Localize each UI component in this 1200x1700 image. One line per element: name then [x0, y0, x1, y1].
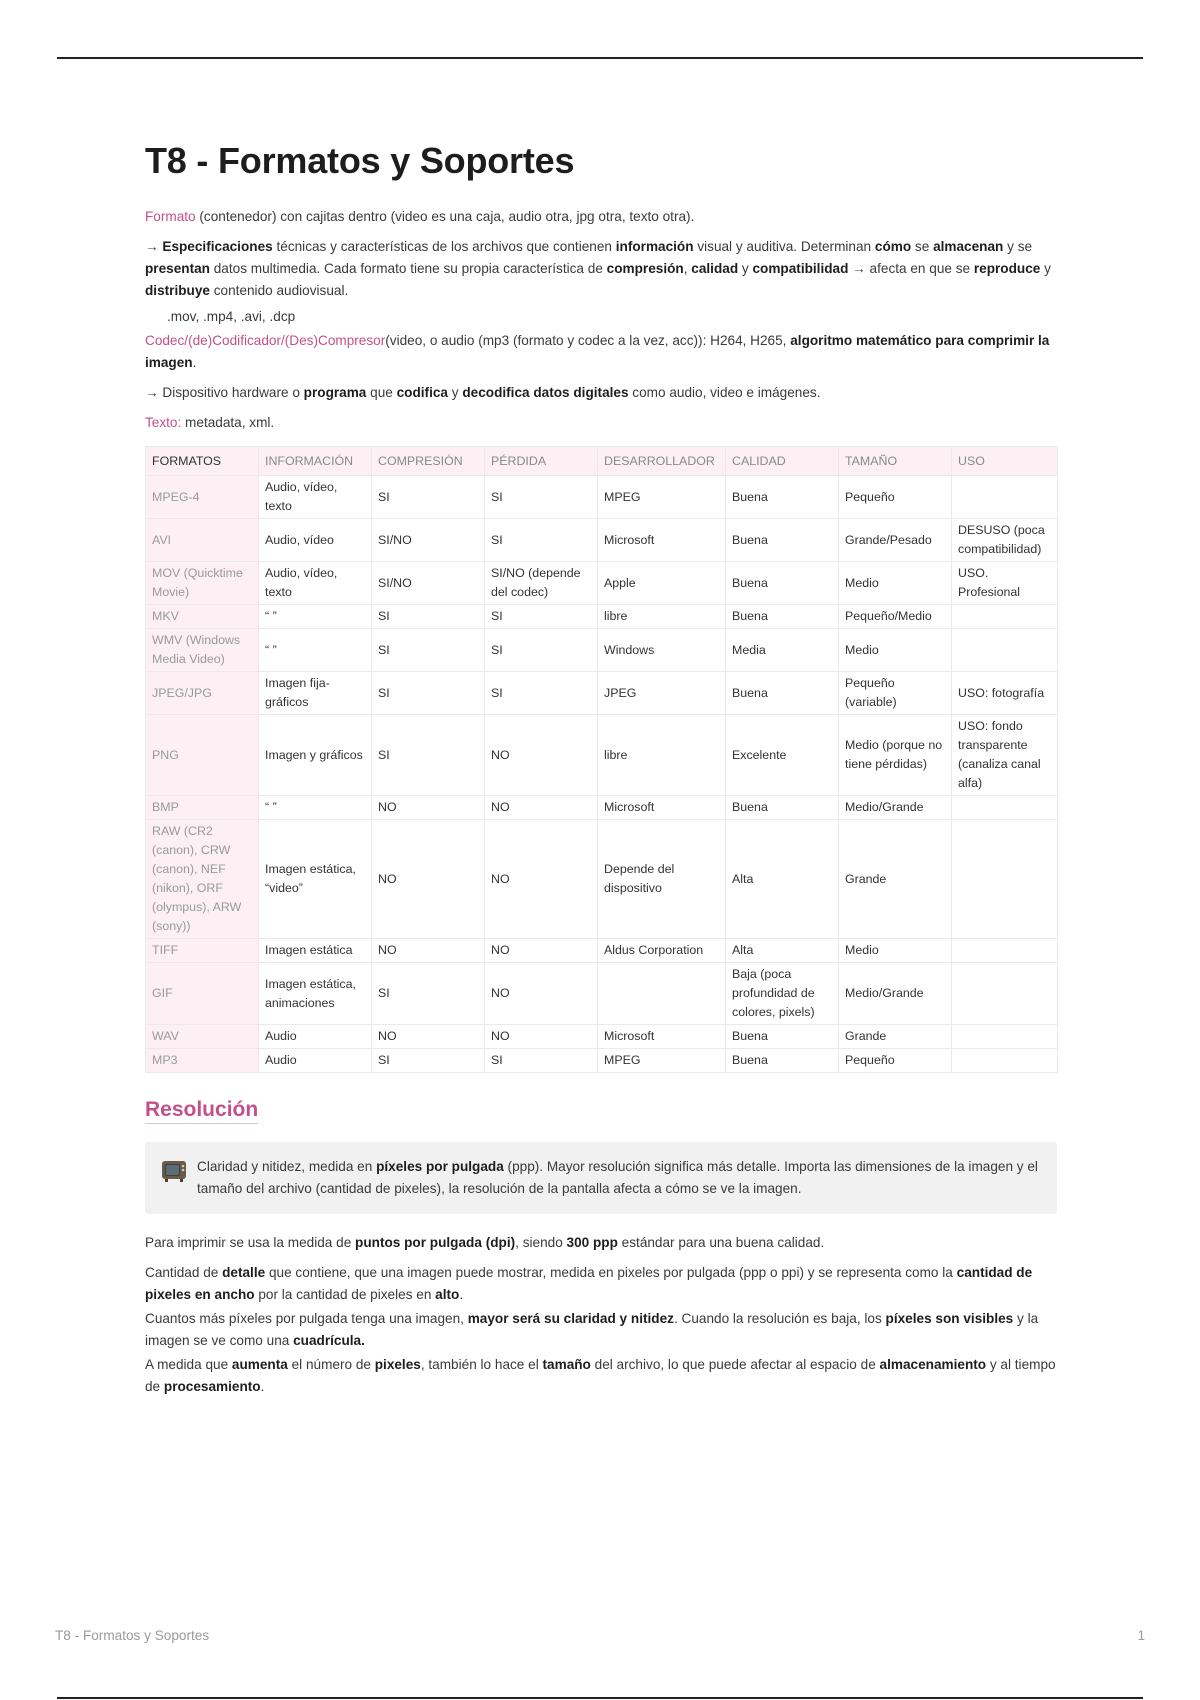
table-cell: MPEG	[598, 476, 726, 519]
table-cell: NO	[372, 1025, 485, 1049]
table-cell: Imagen estática	[259, 939, 372, 963]
table-cell: USO. Profesional	[952, 562, 1058, 605]
table-row	[146, 1025, 1058, 1049]
table-header-row	[146, 447, 1058, 476]
table-cell: USO: fondo transparente (canaliza canal alfa)	[952, 715, 1058, 796]
table-cell	[952, 629, 1058, 672]
size-paragraph: A medida que aumenta el número de pixeles, también lo hace el tamaño del archivo, lo que puede afectar al espacio de almacenamiento y al tiempo de procesamiento.	[145, 1357, 1056, 1394]
table-cell: SI	[485, 605, 598, 629]
table-row	[146, 939, 1058, 963]
table-cell	[952, 476, 1058, 519]
table-header: COMPRESIÓN	[372, 447, 485, 476]
resolution-callout	[145, 1142, 1057, 1214]
table-cell: Alta	[726, 939, 839, 963]
table-cell: Audio, vídeo, texto	[259, 476, 372, 519]
table-cell	[952, 963, 1058, 1025]
table-cell: Media	[726, 629, 839, 672]
table-cell: NO	[485, 1025, 598, 1049]
bottom-rule	[57, 1697, 1143, 1699]
texto-paragraph: Texto: metadata, xml.	[145, 415, 275, 430]
table-cell: Buena	[726, 562, 839, 605]
spec-paragraph: → Especificaciones técnicas y características de los archivos que contienen información visual y auditiva. Determinan cómo se almacenan y se presentan datos multimedia. Cada formato tiene su propia característica de compresión, calidad y compatibilidad → afecta en que se reproduce y distribuye contenido audiovisual.	[145, 239, 1051, 298]
table-cell: AVI	[146, 519, 259, 562]
table-cell: MPEG-4	[146, 476, 259, 519]
clarity-paragraph: Cuantos más píxeles por pulgada tenga una imagen, mayor será su claridad y nitidez. Cuando la resolución es baja, los píxeles son visibles y la imagen se ve como una cuadrícula.	[145, 1311, 1039, 1348]
table-cell: NO	[485, 715, 598, 796]
table-cell: Microsoft	[598, 1025, 726, 1049]
table-header: TAMAÑO	[839, 447, 952, 476]
table-cell: Pequeño (variable)	[839, 672, 952, 715]
table-cell: Imagen fija-gráficos	[259, 672, 372, 715]
table-cell: Windows	[598, 629, 726, 672]
table-cell: MOV (Quicktime Movie)	[146, 562, 259, 605]
table-cell: Audio	[259, 1025, 372, 1049]
table-cell: Buena	[726, 1049, 839, 1073]
table-cell: BMP	[146, 796, 259, 820]
table-cell: “ ”	[259, 796, 372, 820]
table-cell: Pequeño	[839, 476, 952, 519]
table-cell: SI	[485, 629, 598, 672]
table-cell: SI	[485, 476, 598, 519]
table-cell: libre	[598, 605, 726, 629]
table-cell: Buena	[726, 672, 839, 715]
table-cell: Buena	[726, 605, 839, 629]
table-cell	[598, 963, 726, 1025]
table-cell: SI	[372, 1049, 485, 1073]
table-cell: WMV (Windows Media Video)	[146, 629, 259, 672]
table-row	[146, 519, 1058, 562]
table-cell: Audio	[259, 1049, 372, 1073]
callout-text: Claridad y nitidez, medida en píxeles por pulgada (ppp). Mayor resolución significa más detalle. Importa las dimensiones de la imagen y el tamaño del archivo (cantidad de pixeles), la resolución de la pantalla afecta a cómo se ve la imagen.	[197, 1159, 1038, 1196]
table-cell: Buena	[726, 796, 839, 820]
table-cell: SI	[372, 963, 485, 1025]
table-cell: TIFF	[146, 939, 259, 963]
table-cell: Microsoft	[598, 796, 726, 820]
table-cell: MPEG	[598, 1049, 726, 1073]
table-cell: Imagen y gráficos	[259, 715, 372, 796]
table-cell: Depende del dispositivo	[598, 820, 726, 939]
top-rule	[57, 57, 1143, 59]
table-cell: Medio/Grande	[839, 963, 952, 1025]
table-cell: SI	[372, 672, 485, 715]
footer-title: T8 - Formatos y Soportes	[55, 1628, 210, 1643]
table-cell	[952, 1025, 1058, 1049]
table-header: CALIDAD	[726, 447, 839, 476]
table-row	[146, 1049, 1058, 1073]
table-cell: NO	[372, 820, 485, 939]
table-cell: Grande	[839, 820, 952, 939]
table-cell: MP3	[146, 1049, 259, 1073]
table-cell	[952, 796, 1058, 820]
table-cell: SI	[372, 715, 485, 796]
print-paragraph: Para imprimir se usa la medida de puntos por pulgada (dpi), siendo 300 ppp estándar para una buena calidad.	[145, 1235, 825, 1250]
table-cell: NO	[372, 796, 485, 820]
table-cell: SI/NO	[372, 519, 485, 562]
table-cell: libre	[598, 715, 726, 796]
table-cell: SI	[372, 476, 485, 519]
table-row	[146, 672, 1058, 715]
table-row	[146, 605, 1058, 629]
table-cell: Audio, vídeo	[259, 519, 372, 562]
table-cell: NO	[372, 939, 485, 963]
codec-term: Codec/(de)Codificador/(Des)Compresor	[145, 333, 386, 348]
table-row	[146, 820, 1058, 939]
table-cell: Medio/Grande	[839, 796, 952, 820]
table-header: PÉRDIDA	[485, 447, 598, 476]
table-row	[146, 963, 1058, 1025]
table-cell: Aldus Corporation	[598, 939, 726, 963]
table-cell: Buena	[726, 476, 839, 519]
table-cell: DESUSO (poca compatibilidad)	[952, 519, 1058, 562]
table-cell	[952, 1049, 1058, 1073]
detail-paragraph: Cantidad de detalle que contiene, que una imagen puede mostrar, medida en pixeles por pulgada (ppp o ppi) y se representa como la cantidad de pixeles en ancho por la cantidad de pixeles en alto.	[145, 1265, 1033, 1302]
table-cell: JPEG/JPG	[146, 672, 259, 715]
table-row	[146, 562, 1058, 605]
table-cell: Medio	[839, 939, 952, 963]
table-cell: PNG	[146, 715, 259, 796]
table-cell: Audio, vídeo, texto	[259, 562, 372, 605]
table-cell: WAV	[146, 1025, 259, 1049]
table-cell	[952, 939, 1058, 963]
table-cell: Apple	[598, 562, 726, 605]
table-cell: SI	[372, 605, 485, 629]
table-cell: NO	[485, 796, 598, 820]
table-cell: Baja (poca profundidad de colores, pixels)	[726, 963, 839, 1025]
table-row	[146, 796, 1058, 820]
table-cell: SI	[372, 629, 485, 672]
table-cell: SI/NO	[372, 562, 485, 605]
table-cell: Pequeño	[839, 1049, 952, 1073]
table-cell: “ ”	[259, 605, 372, 629]
table-cell: MKV	[146, 605, 259, 629]
formato-term: Formato	[145, 209, 196, 224]
formats-table	[145, 446, 1058, 1073]
table-cell: Medio (porque no tiene pérdidas)	[839, 715, 952, 796]
table-cell: Buena	[726, 1025, 839, 1049]
footer-page-number: 1	[1137, 1628, 1145, 1643]
table-cell: Microsoft	[598, 519, 726, 562]
table-cell	[952, 605, 1058, 629]
table-cell: GIF	[146, 963, 259, 1025]
table-cell: SI	[485, 672, 598, 715]
table-header: USO	[952, 447, 1058, 476]
table-cell: SI/NO (depende del codec)	[485, 562, 598, 605]
table-cell: Medio	[839, 562, 952, 605]
table-header: DESARROLLADOR	[598, 447, 726, 476]
table-cell: SI	[485, 519, 598, 562]
formato-paragraph: Formato (contenedor) con cajitas dentro (video es una caja, audio otra, jpg otra, texto otra).	[145, 209, 695, 224]
television-icon	[161, 1159, 187, 1183]
section-heading-resolucion: Resolución	[145, 1097, 258, 1124]
table-row	[146, 476, 1058, 519]
table-cell: Buena	[726, 519, 839, 562]
table-cell	[952, 820, 1058, 939]
table-row	[146, 629, 1058, 672]
table-cell: SI	[485, 1049, 598, 1073]
table-cell: Grande	[839, 1025, 952, 1049]
table-cell: Excelente	[726, 715, 839, 796]
table-cell: NO	[485, 939, 598, 963]
table-cell: Imagen estática, animaciones	[259, 963, 372, 1025]
table-cell: JPEG	[598, 672, 726, 715]
device-paragraph: → Dispositivo hardware o programa que codifica y decodifica datos digitales como audio, video e imágenes.	[145, 385, 821, 400]
table-cell: Alta	[726, 820, 839, 939]
table-cell: NO	[485, 963, 598, 1025]
table-cell: USO: fotografía	[952, 672, 1058, 715]
table-cell: Pequeño/Medio	[839, 605, 952, 629]
page-content	[145, 140, 1057, 1398]
table-cell: NO	[485, 820, 598, 939]
page-title: T8 - Formatos y Soportes	[145, 140, 575, 181]
table-row	[146, 715, 1058, 796]
table-header: INFORMACIÓN	[259, 447, 372, 476]
table-cell: “ ”	[259, 629, 372, 672]
extensions-list: .mov, .mp4, .avi, .dcp	[167, 309, 296, 324]
table-cell: Imagen estática, “video”	[259, 820, 372, 939]
table-cell: Grande/Pesado	[839, 519, 952, 562]
table-body	[146, 476, 1058, 1073]
texto-term: Texto:	[145, 415, 182, 430]
table-cell: Medio	[839, 629, 952, 672]
codec-paragraph: Codec/(de)Codificador/(Des)Compresor(video, o audio (mp3 (formato y codec a la vez, acc)): H264, H265, algoritmo matemático para comprimir la imagen.	[145, 333, 1050, 370]
table-cell: RAW (CR2 (canon), CRW (canon), NEF (nikon), ORF (olympus), ARW (sony))	[146, 820, 259, 939]
table-header: FORMATOS	[146, 447, 259, 476]
